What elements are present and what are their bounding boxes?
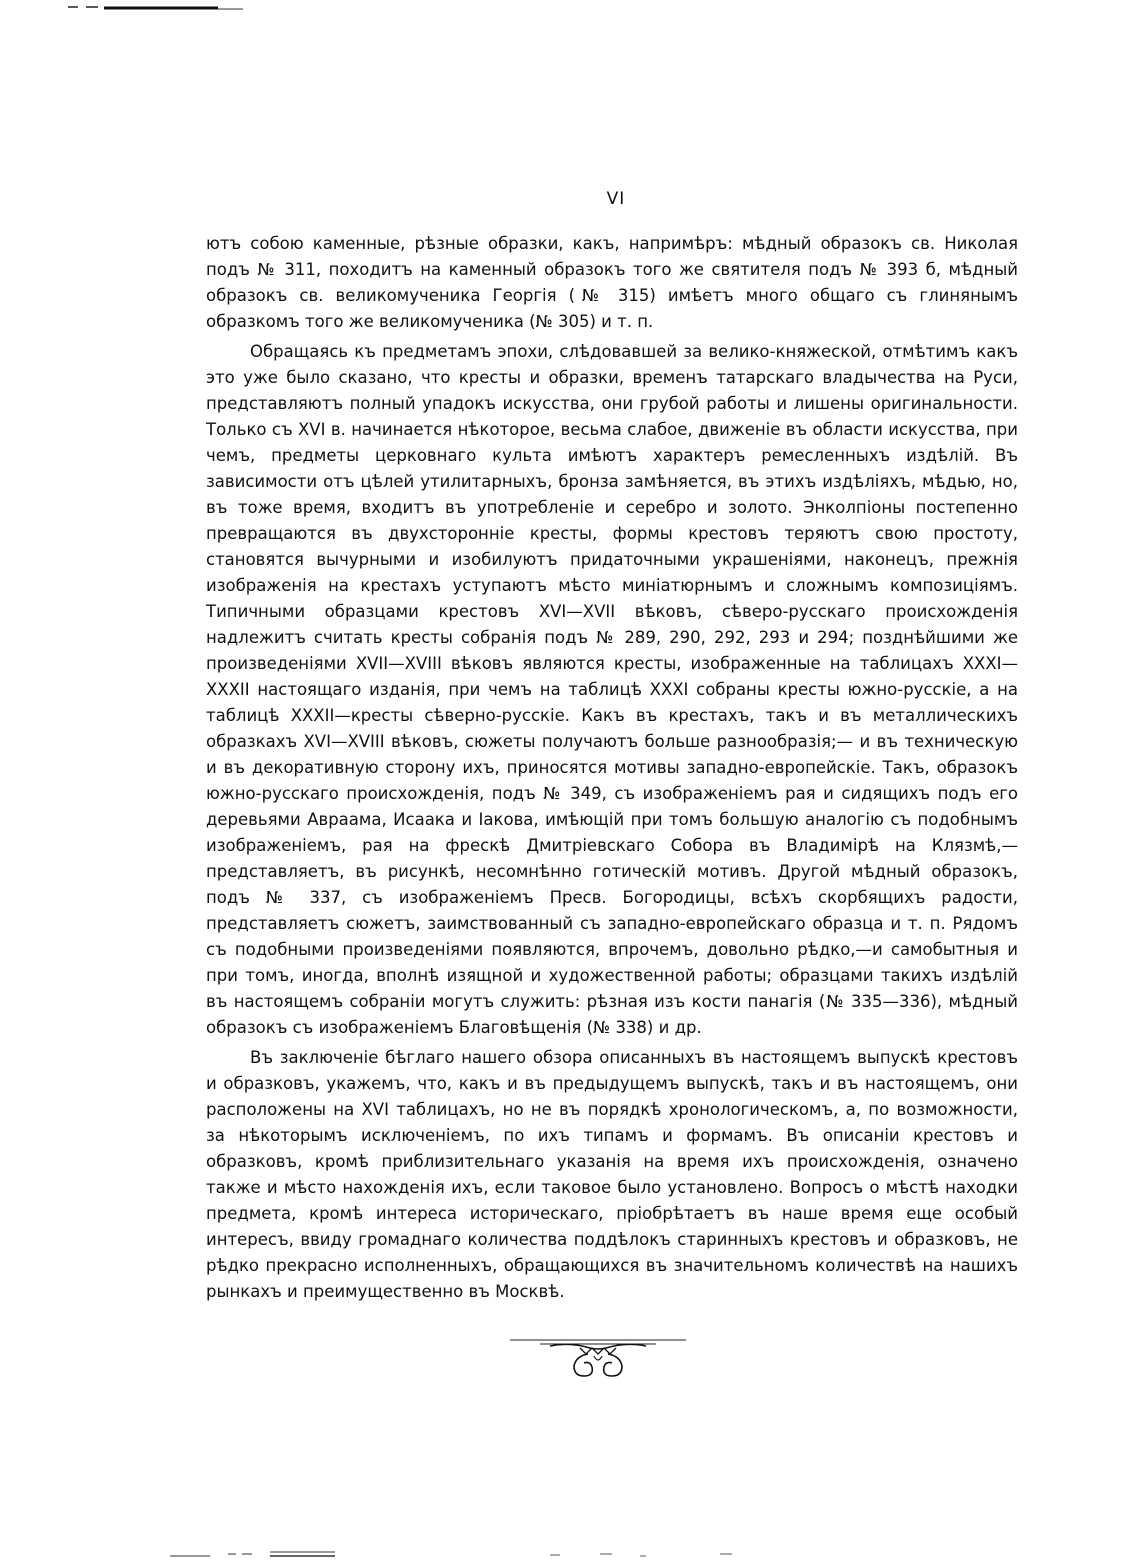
page-number: VI bbox=[606, 189, 626, 209]
body-text bbox=[206, 231, 1018, 1305]
scan-edge-mark-bottom bbox=[160, 1548, 750, 1562]
paragraph-epoch-overview: Обращаясь къ предметамъ эпохи, слѣдовавшей за велико-княжеской, отмѣтимъ какъ это уже было сказано, что кресты и образки, временъ татарскаго владычества на Руси, представляютъ полный упадокъ искусства, они грубой работы и лишены оригинальности. Только съ XVI в. начинается нѣкоторое, весьма слабое, движеніе въ области искусства, при чемъ, предметы церковнаго культа имѣютъ характеръ ремесленныхъ издѣлій. Въ зависимости отъ цѣлей утилитарныхъ, бронза замѣняется, въ этихъ издѣліяхъ, мѣдью, но, въ тоже время, входитъ въ употребленіе и серебро и золото. Энколпіоны постепенно превращаются въ двухсторонніе кресты, формы крестовъ теряютъ свою простоту, становятся вычурными и изобилуютъ придаточными украшеніями, наконецъ, прежнія изображенія на крестахъ уступаютъ мѣсто миніатюрнымъ и сложнымъ композиціямъ. Типичными образцами крестовъ XVI—XVII вѣковъ, сѣверо-русскаго происхожденія надлежитъ считать кресты собранія подъ № 289, 290, 292, 293 и 294; позднѣйшими же произведеніями XVII—XVIII вѣковъ являются кресты, изображенные на таблицахъ XXXI—XXXII настоящаго изданія, при чемъ на таблицѣ XXXI собраны кресты южно-русскіе, а на таблицѣ XXXII—кресты сѣверно-русскіе. Какъ въ крестахъ, такъ и въ металлическихъ образкахъ XVI—XVIII вѣковъ, сюжеты получаютъ больше разнообразія;— и въ техническую и въ декоративную сторону ихъ, приносятся мотивы западно-европейскіе. Такъ, образокъ южно-русскаго происхожденія, подъ № 349, съ изображеніемъ рая и сидящихъ подъ его деревьями Авраама, Исаака и Іакова, имѣющій при томъ большую аналогію съ подобнымъ изображеніемъ, рая на фрескѣ Дмитріевскаго Собора въ Владимірѣ на Клязмѣ,—представляетъ, въ рисункѣ, несомнѣнно готическій мотивъ. Другой мѣдный образокъ, подъ № 337, съ изображеніемъ Пресв. Богородицы, всѣхъ скорбящихъ радости, представляетъ сюжетъ, заимствованный съ западно-европейскаго образца и т. п. Рядомъ съ подобными произведеніями появляются, впрочемъ, довольно рѣдко,—и самобытныя и при томъ, иногда, вполнѣ изящной и художественной работы; образцами такихъ издѣлій въ настоящемъ собраніи могутъ служить: рѣзная изъ кости панагія (№ 335—336), мѣдный образокъ съ изображеніемъ Благовѣщенія (№ 338) и др. bbox=[206, 342, 1018, 1037]
tailpiece-ornament-icon bbox=[510, 1334, 686, 1382]
scan-edge-mark bbox=[68, 5, 243, 11]
paragraph-continuation: ютъ собою каменные, рѣзные образки, какъ, напримѣръ: мѣдный образокъ св. Николая подъ № 311, походитъ на каменный образокъ того же святителя подъ № 393 б, мѣдный образокъ св. великомученика Георгія (№ 315) имѣетъ много общаго съ глинянымъ образкомъ того же великомученика (№ 305) и т. п. bbox=[206, 234, 1018, 331]
paragraph-conclusion: Въ заключеніе бѣглаго нашего обзора описанныхъ въ настоящемъ выпускѣ крестовъ и образковъ, укажемъ, что, какъ и въ предыдущемъ выпускѣ, такъ и въ настоящемъ, они расположены на XVI таблицахъ, но не въ порядкѣ хронологическомъ, а, по возможности, за нѣкоторымъ исключеніемъ, по ихъ типамъ и формамъ. Въ описаніи крестовъ и образковъ, кромѣ приблизительнаго указанія на время ихъ происхожденія, означено также и мѣсто нахожденія ихъ, если таковое было установлено. Вопросъ о мѣстѣ находки предмета, кромѣ интереса историческаго, пріобрѣтаетъ въ наше время еще особый интересъ, ввиду громаднаго количества поддѣлокъ старинныхъ крестовъ и образковъ, не рѣдко прекрасно исполненныхъ, обращающихся въ значительномъ количествѣ на нашихъ рынкахъ и преимущественно въ Москвѣ. bbox=[206, 1048, 1018, 1301]
